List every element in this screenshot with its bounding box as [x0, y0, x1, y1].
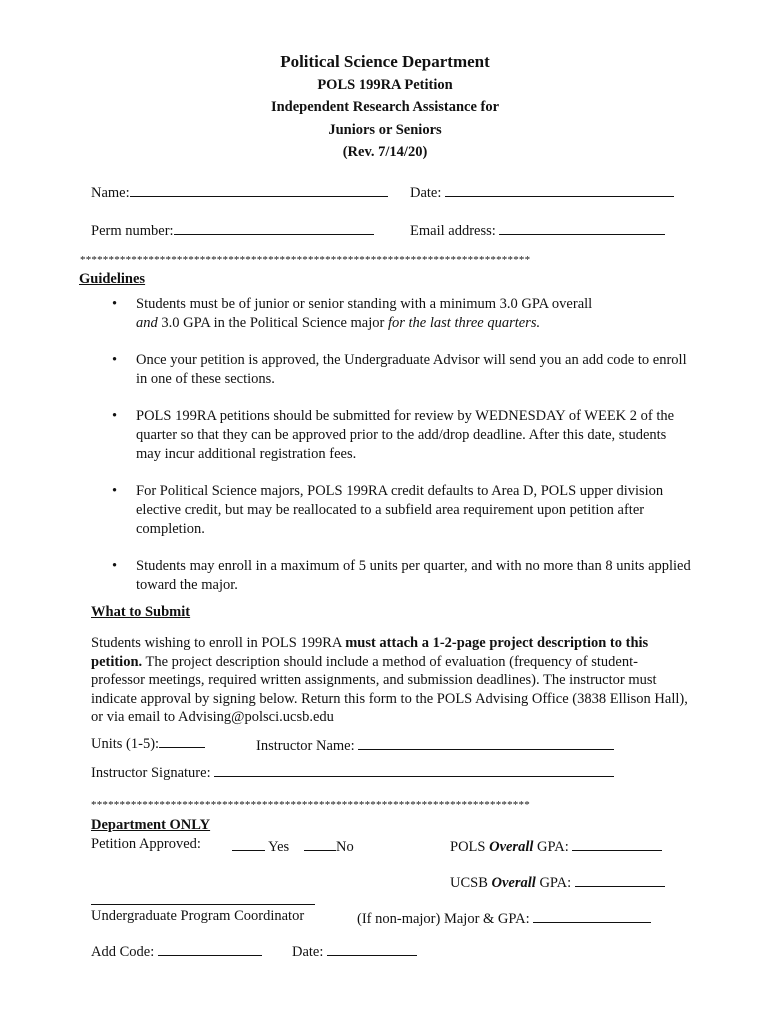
petition-approved-row — [91, 836, 201, 853]
bullet-icon: • — [112, 352, 118, 368]
list-item — [112, 351, 692, 389]
department-only-heading: Department ONLY — [91, 817, 211, 833]
units-label: Units (1-5): — [91, 736, 160, 752]
date-row — [410, 182, 674, 202]
guideline-text: For Political Science majors, POLS 199RA credit defaults to Area D, POLS upper division elective credit, but may be reallocated to a subfield area requirement upon petition after completion. — [136, 483, 664, 537]
name-label: Name: — [91, 185, 130, 201]
overall-emphasis: Overall — [491, 875, 536, 891]
bullet-icon: • — [112, 558, 118, 574]
bullet-icon: • — [112, 408, 118, 424]
ucsb-gpa-label: UCSB — [450, 875, 492, 891]
submit-text: The project description should include a method of evaluation (frequency of student-professor meetings, required written assignments, and submission deadlines). The instructor must indicate approval by signing below. Return this form to the POLS Advising Office (3838 Ellison Hall), or via email to Advising@polsci.ucsb.edu — [91, 653, 688, 725]
instructor-signature-field[interactable] — [214, 762, 614, 777]
department-title: Political Science Department — [280, 52, 490, 71]
pols-gpa-row — [450, 836, 662, 856]
what-to-submit-heading: What to Submit — [91, 604, 191, 620]
petition-subtitle-line1: Independent Research Assistance for — [270, 99, 500, 115]
guideline-text: POLS 199RA petitions should be submitted for review by WEDNESDAY of WEEK 2 of the quarter so that they can be approved prior to the add/drop deadline. After this date, students may incur additional registration fees. — [136, 408, 675, 462]
list-item — [112, 407, 692, 464]
no-field[interactable] — [304, 836, 336, 851]
submit-text: Students wishing to enroll in POLS 199RA — [91, 635, 346, 651]
guideline-italic: and — [136, 315, 158, 331]
guidelines-list — [112, 295, 692, 595]
approved-yes-row — [232, 836, 289, 856]
pols-gpa-label: POLS — [450, 839, 490, 855]
gpa-label: GPA: — [533, 839, 569, 855]
list-item — [112, 295, 692, 333]
separator: ******************************************************************************* — [80, 254, 531, 266]
date-field[interactable] — [445, 182, 674, 197]
dept-date-field[interactable] — [327, 941, 417, 956]
guideline-text: Once your petition is approved, the Undergraduate Advisor will send you an add code to enroll in one of these sections. — [136, 352, 687, 387]
guideline-text: Students may enroll in a maximum of 5 units per quarter, and with no more than 8 units applied toward the major. — [136, 558, 691, 593]
non-major-row — [357, 908, 651, 928]
units-field[interactable] — [159, 733, 205, 748]
add-code-label: Add Code: — [91, 944, 155, 960]
guideline-text: 3.0 GPA in the Political Science major — [157, 315, 388, 331]
add-code-field[interactable] — [158, 941, 262, 956]
list-item — [112, 557, 692, 595]
instructor-signature-label: Instructor Signature: — [91, 765, 211, 781]
email-row — [410, 220, 665, 240]
coordinator-signature-field[interactable] — [91, 904, 315, 905]
email-label: Email address: — [410, 223, 496, 239]
pols-gpa-field[interactable] — [572, 836, 662, 851]
perm-label: Perm number: — [91, 223, 174, 239]
instructor-name-field[interactable] — [358, 735, 614, 750]
petition-approved-label: Petition Approved: — [91, 836, 201, 852]
submit-bold-text: must attach a 1-2-page project description to this petition. — [91, 635, 649, 670]
no-label: No — [336, 839, 354, 855]
bullet-icon: • — [112, 483, 118, 499]
overall-emphasis: Overall — [489, 839, 534, 855]
guideline-italic: for the last three quarters. — [387, 315, 541, 331]
email-field[interactable] — [499, 220, 665, 235]
petition-title: POLS 199RA Petition — [317, 77, 453, 93]
name-row — [91, 182, 388, 202]
ucsb-gpa-row — [450, 872, 665, 892]
bullet-icon: • — [112, 296, 118, 312]
dept-date-row — [292, 941, 417, 961]
ucsb-gpa-field[interactable] — [575, 872, 665, 887]
petition-subtitle-line2: Juniors or Seniors — [328, 122, 442, 138]
instructor-name-row — [256, 735, 614, 755]
instructor-name-label: Instructor Name: — [256, 738, 355, 754]
guidelines-heading: Guidelines — [79, 271, 146, 287]
coordinator-label: Undergraduate Program Coordinator — [91, 908, 305, 924]
separator: ***************************************************************************** — [91, 799, 530, 811]
revision-date: (Rev. 7/14/20) — [342, 144, 428, 160]
add-code-row — [91, 941, 262, 961]
date-label: Date: — [410, 185, 442, 201]
list-item — [112, 482, 692, 539]
yes-field[interactable] — [232, 836, 265, 851]
non-major-field[interactable] — [533, 908, 651, 923]
submit-paragraph — [91, 634, 691, 727]
yes-label: Yes — [268, 839, 290, 855]
non-major-label: (If non-major) Major & GPA: — [357, 911, 530, 927]
gpa-label: GPA: — [535, 875, 572, 891]
approved-no-row — [304, 836, 354, 856]
perm-row — [91, 220, 374, 240]
dept-date-label: Date: — [292, 944, 324, 960]
instructor-signature-row — [91, 762, 614, 782]
perm-field[interactable] — [174, 220, 374, 235]
units-row — [91, 733, 205, 753]
guideline-text: Students must be of junior or senior standing with a minimum 3.0 GPA overall — [136, 296, 593, 312]
name-field[interactable] — [130, 182, 388, 197]
